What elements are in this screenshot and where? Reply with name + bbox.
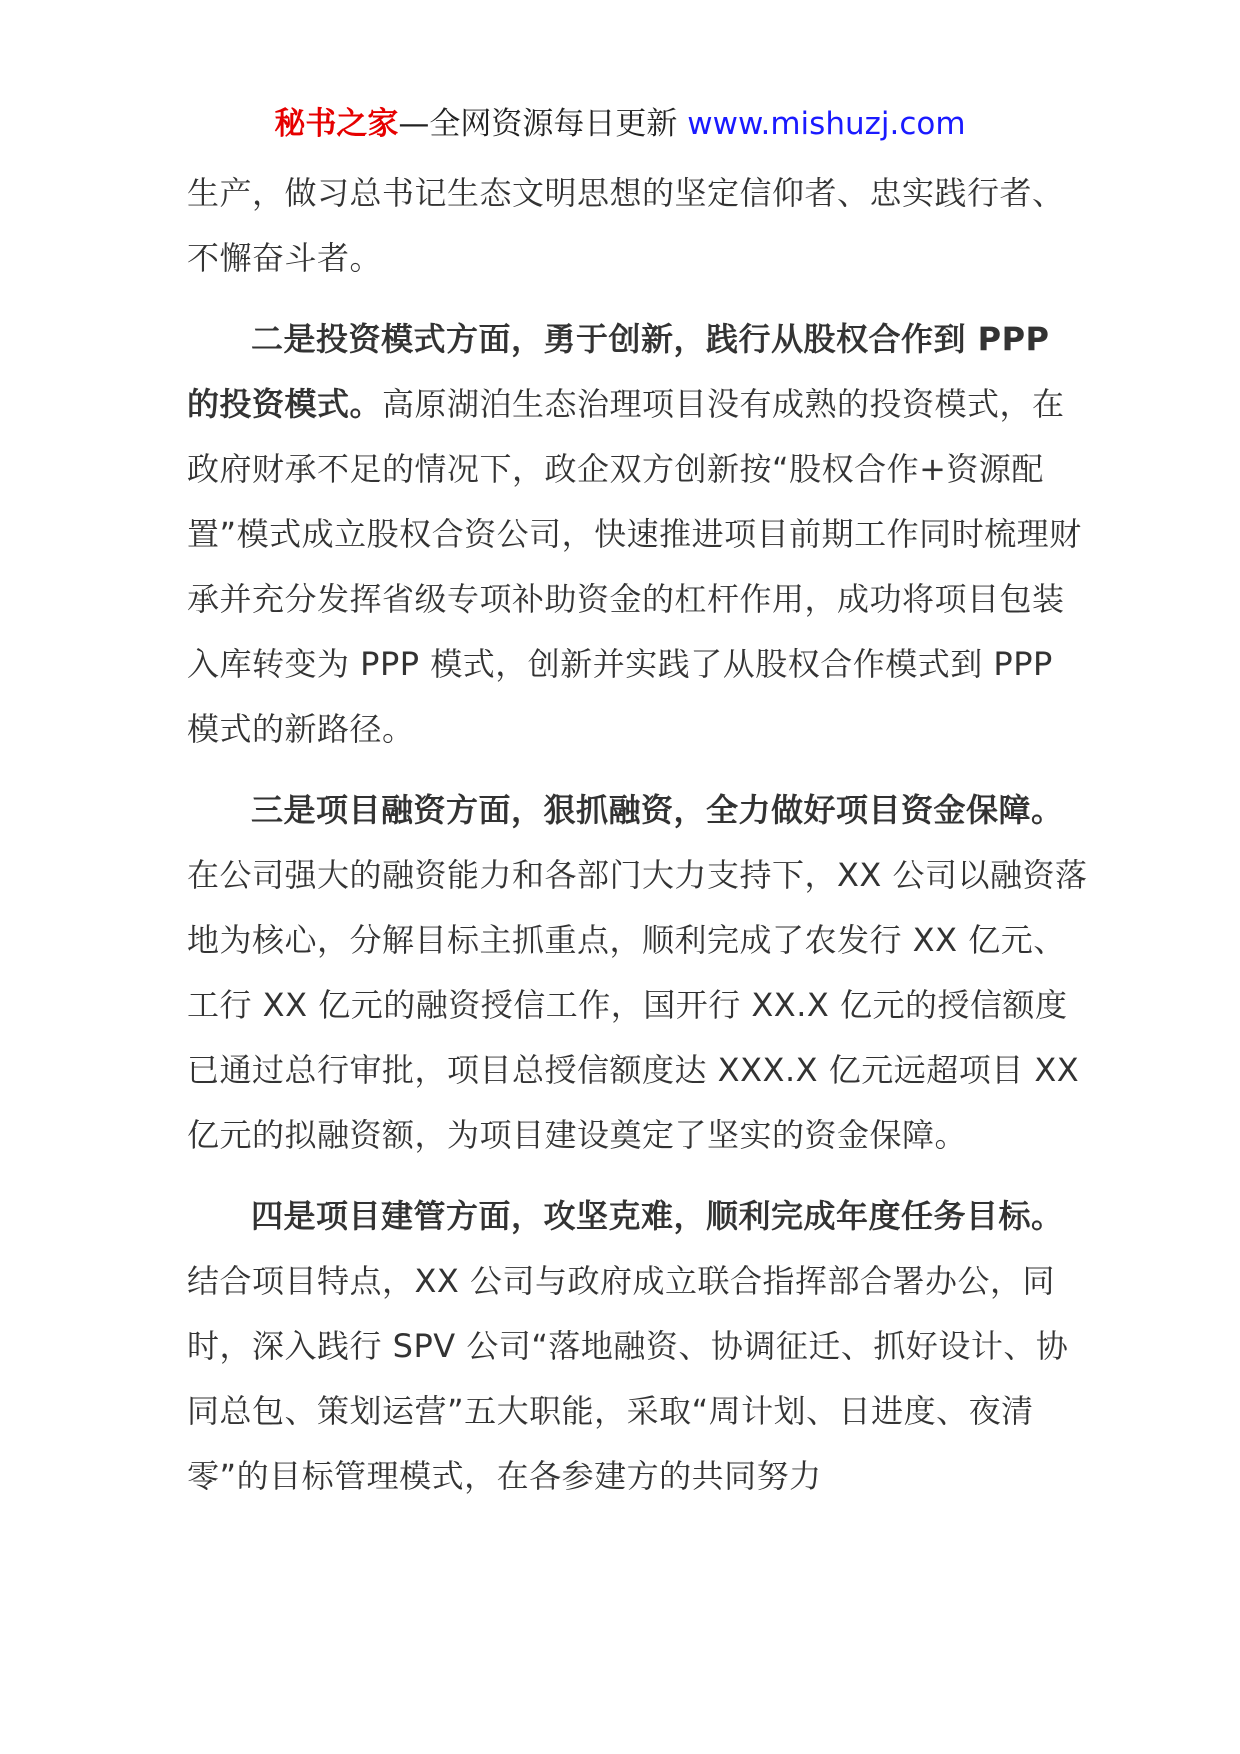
paragraph-body: 在公司强大的融资能力和各部门大力支持下，XX 公司以融资落地为核心，分解目标主抓重点，顺利完成了农发行 XX 亿元、工行 XX 亿元的融资授信工作，国开行 XX.X 亿元的授信额度已通过总行审批，项目总授信额度达 XXX.X 亿元远超项目 XX 亿元的拟融资额，为项目建设奠定了坚实的资金保障。: [187, 856, 1088, 1154]
paragraph-body: 生产，做习总书记生态文明思想的坚定信仰者、忠实践行者、不懈奋斗者。: [187, 174, 1065, 277]
paragraph-body: 结合项目特点，XX 公司与政府成立联合指挥部合署办公，同时，深入践行 SPV 公司“落地融资、协调征迁、抓好设计、协同总包、策划运营”五大职能，采取“周计划、日进度、夜清零”的目标管理模式，在各参建方的共同努力: [187, 1262, 1069, 1495]
header-tagline: —全网资源每日更新: [398, 106, 678, 142]
paragraph-continuation: [187, 161, 1092, 291]
paragraph-body: 高原湖泊生态治理项目没有成熟的投资模式，在政府财承不足的情况下，政企双方创新按“股权合作+资源配置”模式成立股权合资公司，快速推进项目前期工作同时梳理财承并充分发挥省级专项补助资金的杠杆作用，成功将项目包装入库转变为 PPP 模式，创新并实践了从股权合作模式到 PPP 模式的新路径。: [187, 385, 1082, 748]
paragraph-lead: 二是投资模式方面，勇于创新，践行从股权合作到 PPP 的投资模式。: [187, 320, 1050, 423]
paragraph-investment-model: [187, 307, 1092, 762]
paragraph-lead: 四是项目建管方面，攻坚克难，顺利完成年度任务目标。: [251, 1197, 1064, 1235]
page-header: [0, 104, 1240, 144]
paragraph-lead: 三是项目融资方面，狠抓融资，全力做好项目资金保障。: [251, 791, 1064, 829]
paragraph-project-management: [187, 1184, 1092, 1509]
brand-name: 秘书之家: [274, 106, 399, 142]
paragraph-project-financing: [187, 778, 1092, 1168]
site-url-link[interactable]: www.mishuzj.com: [687, 106, 966, 142]
document-body: [187, 161, 1092, 1509]
